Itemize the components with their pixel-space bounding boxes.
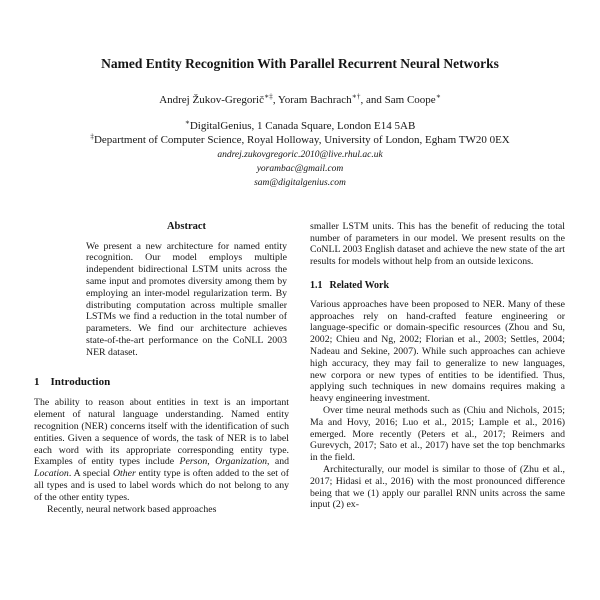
affiliation-mark-1: ∗ (184, 117, 190, 127)
intro-paragraph-2: Recently, neural network based approaches (47, 503, 217, 515)
subsection-number: 1.1 (310, 279, 323, 291)
right-column (310, 221, 565, 516)
author-name-3: Sam Coope (384, 93, 436, 106)
email-line-1: andrej.zukovgregoric.2010@live.rhul.ac.uk (217, 150, 383, 161)
paper-title: Named Entity Recognition With Parallel Recurrent Neural Networks (101, 56, 499, 71)
email-line-2: yorambac@gmail.com (256, 164, 344, 175)
emails-block (34, 149, 566, 190)
related-work-paragraph-3: Architecturally, our model is similar to those of (Zhu et al., 2017; Hidasi et al., 2016) with the most pronounced difference being that we (1) apply our parallel RNN units across the same input (2) ex- (310, 463, 565, 511)
abstract-section (86, 221, 287, 359)
affiliation-line-1 (34, 119, 566, 133)
intro-text-a: The ability to reason about entities in text is an important element of natural language understanding. Named entity recognition (NER) concerns itself with the identification of such entities. Given a sequence of words, the task of NER is to label each word with its appropriate corresponding entity type. Examples of entity types include (34, 397, 289, 468)
related-work-paragraph-1: Various approaches have been proposed to NER. Many of these approaches rely on hand-crafted feature engineering or language-specific or domain-specific resources (Zhou and Su, 2002; Chieu and Ng, 2002; Florian et al., 2003; Settles, 2004; Nadeau and Sekine, 2007). While such approaches can achieve high accuracy, they may fail to generalize to new languages, new corpora or new types of entities to be identified. Thus, applying such techniques in new domains requires making a heavy engineering investment. (310, 298, 565, 405)
author-affil-mark-3: ∗ (435, 91, 441, 101)
subsection-heading-related-work (310, 280, 565, 292)
entity-type-person: Person (179, 456, 208, 468)
author-affil-mark-2: ∗† (351, 91, 361, 101)
author-separator-1: , (272, 93, 278, 106)
intro-text-b: , (207, 456, 216, 468)
entity-type-location: Location (34, 468, 69, 480)
author-separator-2: , and (360, 93, 385, 106)
entity-type-organization: Organization (215, 456, 268, 468)
section-heading-introduction (34, 377, 289, 389)
intro-text-c: , and (267, 456, 289, 468)
affiliation-line-2 (34, 133, 566, 147)
intro-text-e: entity type is often added to the set of all types and is used to label words which do not belong to any of the other entity types. (34, 468, 289, 503)
left-column (34, 221, 289, 516)
related-work-paragraph-2: Over time neural methods such as (Chiu and Nichols, 2015; Ma and Hovy, 2016; Luo et al., 2015; Lample et al., 2016) emerged. More recently (Peters et al., 2017; Reimers and Gurevych, 2017; Sato et al., 2017) have set the top benchmarks in the field. (310, 404, 565, 464)
abstract-heading: Abstract (166, 220, 207, 232)
author-affil-mark-1: ∗‡ (263, 91, 273, 101)
email-line-3: sam@digitalgenius.com (254, 178, 346, 188)
right-paragraph-continuation: smaller LSTM units. This has the benefit of reducing the total number of parameters in our model. We present results on the CoNLL 2003 English dataset and achieve the new state of the art results for models without help from an outside lexicons. (310, 220, 565, 268)
authors-line (34, 91, 566, 106)
affiliation-text-1: DigitalGenius, 1 Canada Square, London E14 5AB (189, 119, 416, 132)
affiliation-mark-2: ‡ (90, 131, 94, 141)
intro-text-d: . A special (68, 468, 113, 480)
section-number: 1 (34, 375, 40, 388)
affiliations-block (34, 119, 566, 148)
subsection-title: Related Work (329, 279, 390, 291)
author-name-1: Andrej Žukov-Gregorič (159, 93, 264, 106)
two-column-body (34, 221, 566, 516)
affiliation-text-2: Department of Computer Science, Royal Holloway, University of London, Egham TW20 0EX (93, 134, 510, 147)
abstract-text: We present a new architecture for named entity recognition. Our model employs multiple independent bidirectional LSTM units across the same input and promotes diversity among them by employing an inter-model regularization term. By distributing computation across multiple smaller LSTMs we find a reduction in the total number of parameters. We find our architecture achieves state-of-the-art performance on the CoNLL 2003 NER dataset. (86, 240, 287, 358)
section-title: Introduction (50, 375, 111, 388)
intro-paragraph-1 (34, 397, 289, 503)
author-name-2: Yoram Bachrach (277, 93, 352, 106)
entity-type-other: Other (112, 468, 136, 480)
